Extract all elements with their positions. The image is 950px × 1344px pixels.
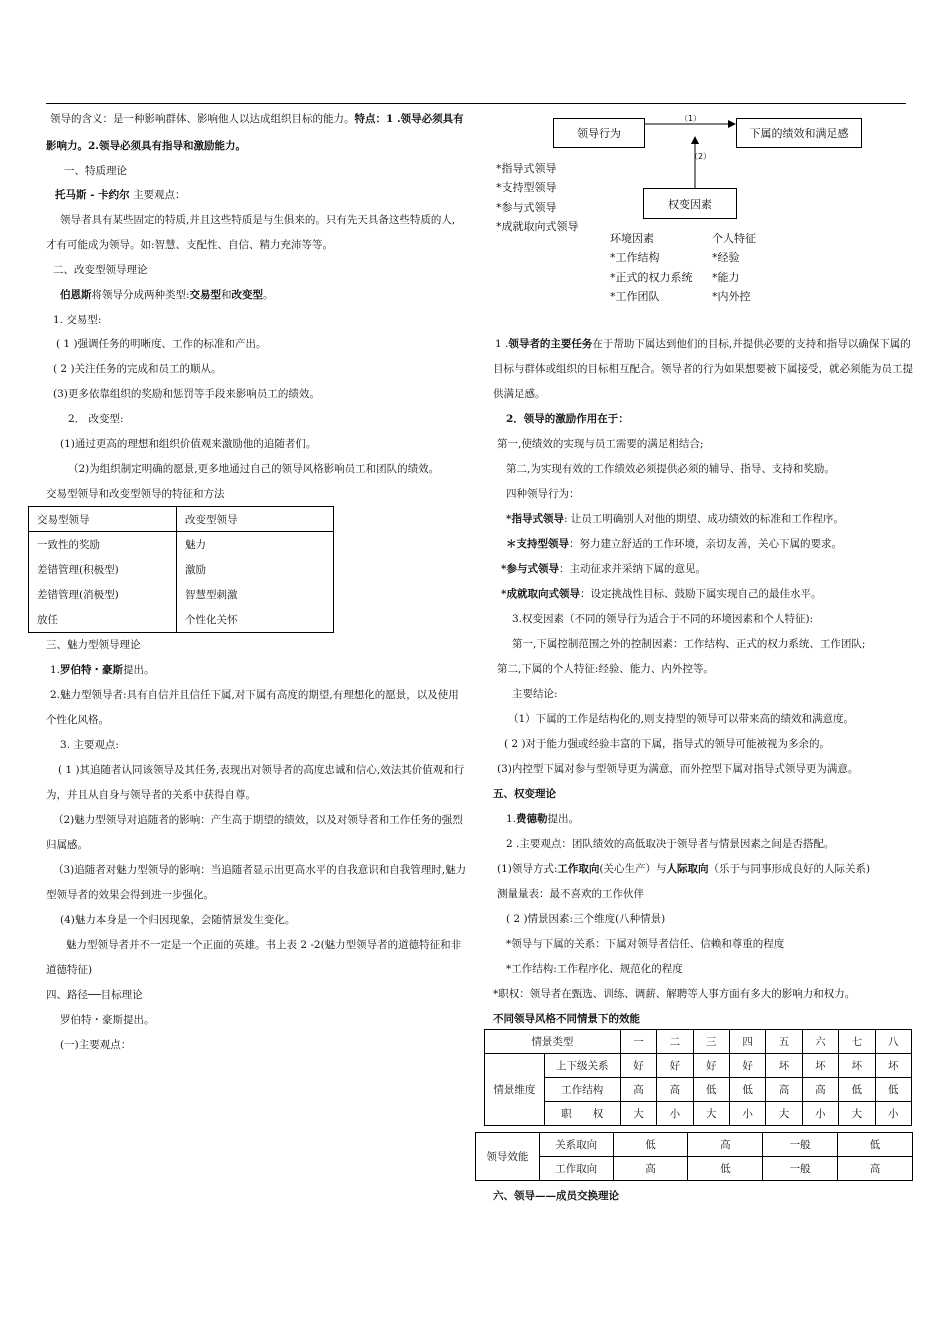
behavior-achievement: *成就取向式领导：设定挑战性目标、鼓励下属实现自己的最佳水平。	[501, 588, 822, 600]
situation-col: 五	[766, 1030, 802, 1054]
situation-relation: *领导与下属的关系：下属对领导者信任、信赖和尊重的程度	[506, 938, 785, 950]
table-cell: 好	[657, 1054, 693, 1078]
dimension-name: 上下级关系	[544, 1054, 620, 1078]
personal-item: *能力	[712, 271, 740, 284]
table-cell: 高	[613, 1157, 688, 1181]
table-cell: 差错管理(积极型)	[37, 564, 119, 576]
table-cell: 坏	[766, 1054, 802, 1078]
section-heading-contingency: 五、权变理论	[493, 788, 556, 800]
subordinate-performance-box: 下属的绩效和满足感	[736, 118, 862, 148]
charisma-item-3: 3. 主要观点:	[60, 739, 119, 751]
transform-item-1: (1)通过更高的理想和组织价值观来激励他的追随者们。	[60, 438, 317, 450]
charisma-point-3b: 型领导者的效果会得到进一步强化。	[46, 889, 214, 901]
leader-behavior-box: 领导行为	[553, 118, 645, 148]
situation-table	[484, 1029, 912, 1126]
charisma-item-1: 1.罗伯特・豪斯提出。	[50, 664, 155, 676]
charisma-point-3: （3)追随者对魅力型领导的影响：当追随者显示出更高水平的自我意识和自我管理时,魅力	[53, 864, 467, 876]
contingency-heading: 3.权变因素（不同的领导行为适合于不同的环境因素和个人特征):	[512, 613, 814, 625]
table-cell: 大	[839, 1102, 875, 1126]
table-cell: 一般	[763, 1133, 838, 1157]
table-cell: 高	[802, 1078, 838, 1102]
table-cell: 一般	[763, 1157, 838, 1181]
table-cell: 高	[688, 1133, 763, 1157]
table-cell: 低	[875, 1078, 911, 1102]
conclusion-1: （1）下属的工作是结构化的,则支持型的领导可以带来高的绩效和满意度。	[508, 713, 855, 725]
section-heading-path-goal: 四、路径──目标理论	[46, 989, 143, 1001]
effectiveness-label: 领导效能	[476, 1133, 540, 1181]
burns-line: 伯恩斯将领导分成两种类型:交易型和改变型。	[60, 289, 274, 301]
transactional-heading: 1. 交易型:	[53, 314, 102, 326]
charisma-note-2: 道德特征)	[46, 964, 93, 976]
task-line-2: 目标与群体或组织的目标相互配合。领导者的行为如果想要被下属接受，就必须能为员工提	[493, 363, 913, 375]
table-header-transform: 改变型领导	[185, 514, 238, 526]
env-item: *工作团队	[610, 290, 660, 303]
env-item: *正式的权力系统	[610, 271, 693, 284]
table-cell: 高	[657, 1078, 693, 1102]
personal-heading: 个人特征	[712, 232, 756, 245]
personal-item: *经验	[712, 251, 740, 264]
table-cell: 好	[693, 1054, 729, 1078]
definition-line-2: 影响力。2.领导必须具有指导和激励能力。	[46, 140, 246, 152]
effectiveness-name: 工作取向	[539, 1157, 613, 1181]
transactional-item-2: ( 2 )关注任务的完成和员工的顺从。	[53, 363, 222, 375]
behavior-participative: *参与式领导：主动征求并采纳下属的意见。	[501, 563, 706, 575]
charisma-point-1b: 为，并且从自身与领导者的关系中获得自尊。	[46, 789, 256, 801]
path-goal-author: 罗伯特・豪斯提出。	[60, 1014, 155, 1026]
trait-paragraph: 领导者具有某些固定的特质,并且这些特质是与生俱来的。只有先天具备这些特质的人,	[60, 214, 456, 226]
contingency-factors-box: 权变因素	[643, 188, 737, 219]
conclusion-3: (3)内控型下属对参与型领导更为满意，而外控型下属对指导式领导更为满意。	[497, 763, 859, 775]
section-heading-transform: 二、改变型领导理论	[53, 264, 148, 276]
dimension-name: 职 权	[544, 1102, 620, 1126]
thomas-line: 托马斯 - 卡约尔 主要观点：	[55, 189, 186, 201]
arrow-label-1: （1）	[680, 114, 702, 123]
section-heading-trait: 一、特质理论	[64, 165, 127, 177]
table-cell: 大	[620, 1102, 656, 1126]
table-cell: 激励	[185, 564, 206, 576]
personal-item: *内外控	[712, 290, 751, 303]
effectiveness-name: 关系取向	[539, 1133, 613, 1157]
transform-heading: 2． 改变型:	[68, 413, 124, 425]
situation-col: 八	[875, 1030, 911, 1054]
section-heading-lmx: 六、领导——成员交换理论	[493, 1190, 619, 1202]
transactional-item-1: ( 1 )强调任务的明晰度、工作的标准和产出。	[56, 338, 267, 350]
env-item: *工作结构	[610, 251, 660, 264]
charisma-note: 魅力型领导者并不一定是一个正面的英雄。书上表 2 -2(魅力型领导者的道德特征和非	[66, 939, 462, 951]
style-item: *指导式领导	[496, 162, 557, 175]
table-cell: 低	[729, 1078, 765, 1102]
charisma-item-2: 2.魅力型领导者:具有自信并且信任下属,对下属有高度的期望,有理想化的愿景，以及使用	[50, 689, 459, 701]
table-cell: 坏	[802, 1054, 838, 1078]
conclusion-heading: 主要结论:	[512, 688, 558, 700]
style-item: *支持型领导	[496, 181, 557, 194]
effectiveness-table	[475, 1132, 913, 1181]
table-cell: 低	[613, 1133, 688, 1157]
table-cell: 低	[839, 1078, 875, 1102]
table-cell: 大	[693, 1102, 729, 1126]
situation-col: 一	[620, 1030, 656, 1054]
motivation-heading: 2．领导的激励作用在于：	[506, 413, 629, 425]
situation-col: 六	[802, 1030, 838, 1054]
table-cell: 大	[766, 1102, 802, 1126]
section-heading-charisma: 三、魅力型领导理论	[46, 639, 141, 651]
top-rule	[46, 103, 906, 104]
table-cell: 高	[620, 1078, 656, 1102]
table-cell: 高	[766, 1078, 802, 1102]
four-behaviors-heading: 四种领导行为：	[506, 488, 580, 500]
table-cell: 好	[620, 1054, 656, 1078]
fiedler-point: 2 .主要观点：团队绩效的高低取决于领导者与情景因素之间是否搭配。	[506, 838, 835, 850]
behavior-directive: *指导式领导: 让员工明确别人对他的期望、成功绩效的标准和工作程序。	[506, 513, 844, 525]
table-cell: 坏	[875, 1054, 911, 1078]
transactional-item-3: (3)更多依靠组织的奖励和惩罚等手段来影响员工的绩效。	[53, 388, 320, 400]
scale-line: 测量量表：最不喜欢的工作伙伴	[497, 888, 644, 900]
table-cell: 低	[693, 1078, 729, 1102]
situation-type-label: 情景类型	[485, 1030, 621, 1054]
table-cell: 智慧型刺激	[185, 589, 238, 601]
style-item: *参与式领导	[496, 201, 557, 214]
task-line-3: 供满足感。	[493, 388, 546, 400]
table-cell: 高	[838, 1157, 913, 1181]
table-cell: 个性化关怀	[185, 614, 238, 626]
table-cell: 坏	[839, 1054, 875, 1078]
contingency-item-1: 第一,下属控制范围之外的控制因素：工作结构、正式的权力系统、工作团队;	[512, 638, 866, 650]
situation-col: 三	[693, 1030, 729, 1054]
leadership-style-line: (1)领导方式:工作取向(关心生产）与人际取向（乐于与同事形成良好的人际关系)	[497, 863, 871, 875]
style-item: *成就取向式领导	[496, 220, 579, 233]
table-caption-1: 交易型领导和改变型领导的特征和方法	[46, 488, 225, 500]
env-heading: 环境因素	[610, 232, 654, 245]
motivation-item-1: 第一,使绩效的实现与员工需要的满足相结合;	[497, 438, 704, 450]
table-cell: 放任	[37, 614, 58, 626]
table-cell: 差错管理(消极型)	[37, 589, 119, 601]
table-cell: 低	[838, 1133, 913, 1157]
fiedler-line: 1.费德勒提出。	[506, 813, 580, 825]
task-line-1: 1 .领导者的主要任务在于帮助下属达到他们的目标,并提供必要的支持和指导以确保下属的	[495, 338, 911, 350]
transactional-transform-table	[28, 506, 334, 633]
behavior-supportive: ＊支持型领导：努力建立舒适的工作环境，亲切友善，关心下属的要求。	[506, 538, 842, 550]
conclusion-2: ( 2 )对于能力强或经验丰富的下属，指导式的领导可能被视为多余的。	[504, 738, 831, 750]
table-caption-2: 不同领导风格不同情景下的效能	[493, 1013, 640, 1025]
path-goal-points: (一)主要观点：	[60, 1039, 132, 1051]
table-cell: 小	[875, 1102, 911, 1126]
situation-col: 二	[657, 1030, 693, 1054]
situation-col: 四	[729, 1030, 765, 1054]
dimension-name: 工作结构	[544, 1078, 620, 1102]
table-cell: 小	[657, 1102, 693, 1126]
table-cell: 一致性的奖励	[37, 539, 100, 551]
table-cell: 好	[729, 1054, 765, 1078]
arrow-label-2: （2）	[690, 152, 712, 161]
transform-item-2: （2)为组织制定明确的愿景,更多地通过自己的领导风格影响员工和团队的绩效。	[68, 463, 440, 475]
motivation-item-2: 第二,为实现有效的工作绩效必须提供必须的辅导、指导、支持和奖励。	[506, 463, 835, 475]
trait-paragraph-2: 才有可能成为领导。如:智慧、支配性、自信、精力充沛等等。	[46, 239, 334, 251]
table-cell: 小	[729, 1102, 765, 1126]
table-cell: 小	[802, 1102, 838, 1126]
charisma-point-4: (4)魅力本身是一个归因现象，会随情景发生变化。	[60, 914, 296, 926]
contingency-item-2: 第二,下属的个人特征:经验、能力、内外控等。	[497, 663, 714, 675]
situation-structure: *工作结构:工作程序化、规范化的程度	[506, 963, 683, 975]
situation-col: 七	[839, 1030, 875, 1054]
charisma-item-2b: 个性化风格。	[46, 714, 109, 726]
situation-factors: ( 2 )情景因素:三个维度(八种情景)	[506, 913, 666, 925]
charisma-point-1: ( 1 )其追随者认同该领导及其任务,表现出对领导者的高度忠诚和信心,效法其价值观和行	[58, 764, 465, 776]
dimension-label: 情景维度	[485, 1054, 545, 1126]
table-cell: 低	[688, 1157, 763, 1181]
situation-power: *职权：领导者在甄选、训练、调薪、解聘等人事方面有多大的影响力和权力。	[493, 988, 856, 1000]
table-header-transactional: 交易型领导	[37, 514, 90, 526]
definition-line: 领导的含义：是一种影响群体、影响他人以达成组织目标的能力。特点：1 .领导必须具有	[50, 113, 464, 125]
table-cell: 魅力	[185, 539, 206, 551]
charisma-point-2b: 归属感。	[46, 839, 88, 851]
charisma-point-2: （2)魅力型领导对追随者的影响：产生高于期望的绩效，以及对领导者和工作任务的强烈	[53, 814, 463, 826]
